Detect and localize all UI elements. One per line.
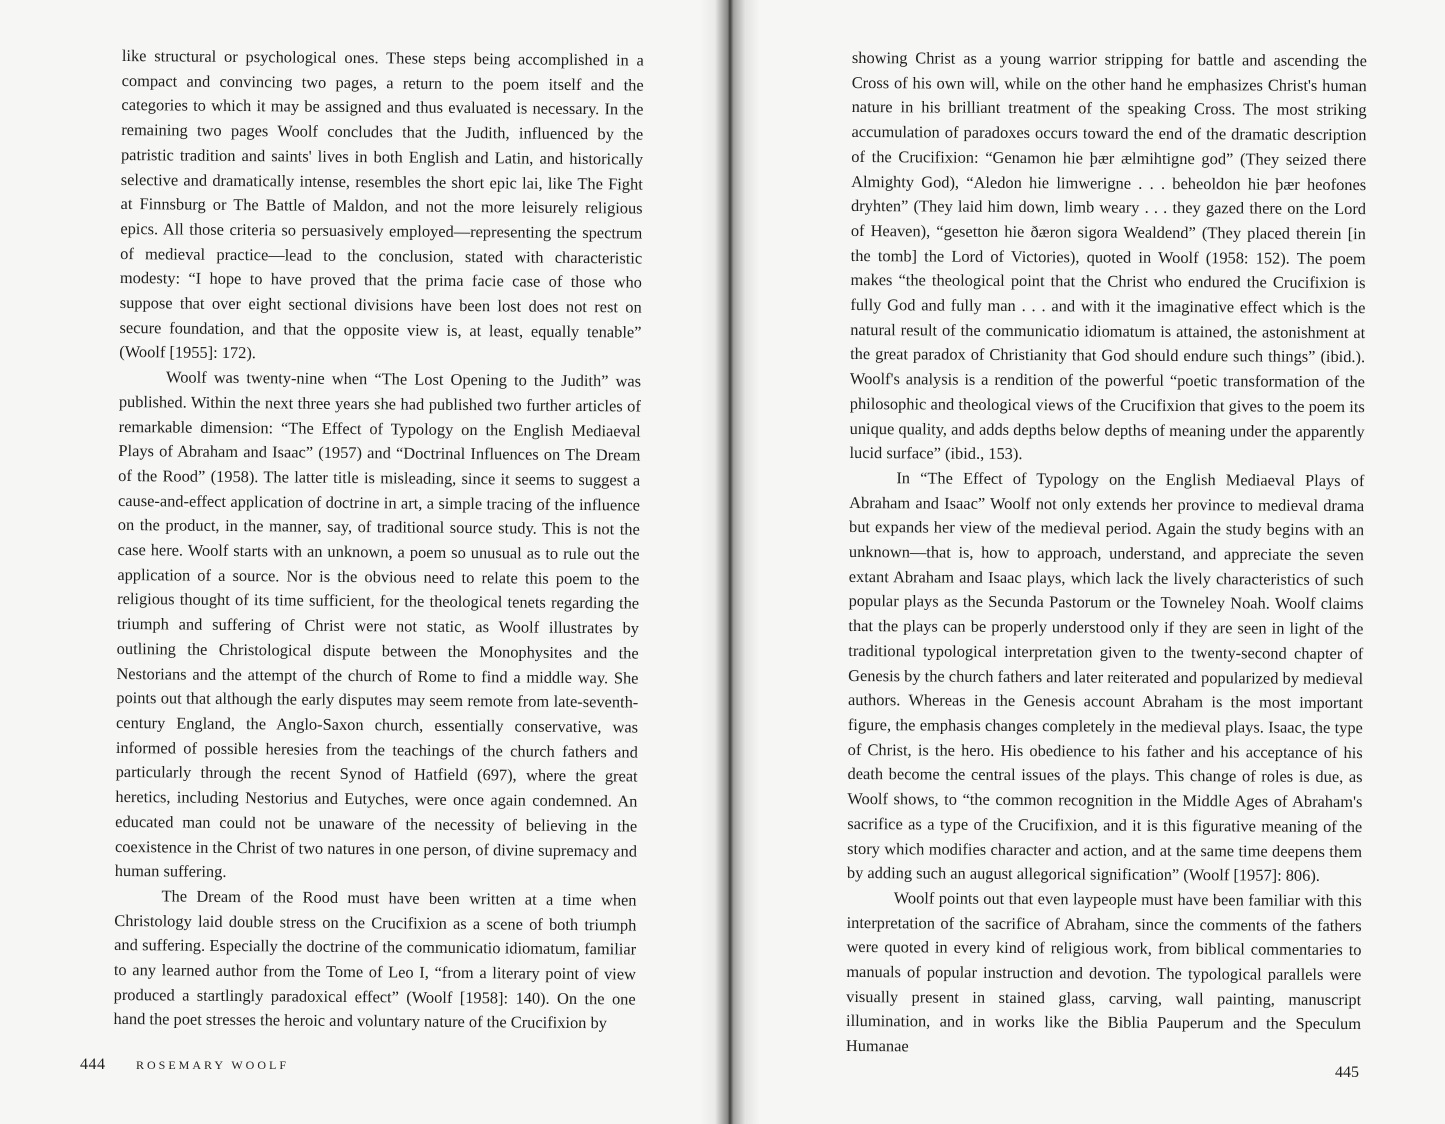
right-text-block — [846, 46, 1367, 1062]
left-page-footer — [80, 1056, 289, 1074]
running-head: ROSEMARY WOOLF — [136, 1058, 290, 1072]
right-page — [722, 0, 1445, 1124]
left-page — [0, 0, 722, 1124]
page-number: 444 — [80, 1056, 106, 1073]
paragraph: like structural or psychological ones. These steps being accomplished in a compact and convincing two pages, a return to the poem itself and the categories to which it may be assigned and thus evaluated is necessary. In the remaining two pages Woolf concludes that the Judith, influenced by the patristic tradition and saints' lives in both English and Latin, and historically selective and dramatically intense, resembles the short epic lai, like The Fight at Finnsburg or The Battle of Maldon, and not the more leisurely religious epics. All those criteria so persuasively employed—representing the spectrum of medieval practice—lead to the conclusion, stated with characteristic modesty: “I hope to have proved that the prima facie case of those who suppose that over eight sectional divisions have been lost does not rest on secure foundation, and that the opposite view is, at least, equally tenable” (Woolf [1955]: 172). — [119, 45, 644, 363]
right-page-footer — [1335, 1064, 1359, 1082]
left-text-block — [113, 44, 644, 1037]
paragraph: The Dream of the Rood must have been written at a time when Christology laid double stress on the Crucifixion as a scene of both triumph and suffering. Especially the doctrine of the communicatio idiomatum, familiar to any learned author from the Tome of Leo I, “from a literary point of view produced a startlingly paradoxical effect” (Woolf [1958]: 140). On the one hand the poet stresses the heroic and voluntary nature of the Crucifixion by — [113, 886, 637, 1033]
paragraph: In “The Effect of Typology on the English Mediaeval Plays of Abraham and Isaac” Woolf not only extends her province to medieval drama but expands her view of the medieval period. Again the study begins with an unknown—that is, how to approach, understand, and appreciate the seven extant Abraham and Isaac plays, which lack the lively characteristics of such popular plays as the Secunda Pastorum or the Towneley Noah. Woolf claims that the plays can be properly understood only if they are seen in light of the traditional typological interpretation given to the twenty-second chapter of Genesis by the church fathers and later reiterated and popularized by medieval authors. Whereas in the Genesis account Abraham is the most important figure, the emphasis changes completely in the medieval plays. Isaac, the type of Christ, is the hero. His obedience to his father and his acceptance of his death become the central issues of the plays. This change of roles is due, as Woolf shows, to “the common recognition in the Middle Ages of Abraham's sacrifice as a type of the Crucifixion, and it is this figurative meaning of the story which modifies character and action, and at the same time deepens them by adding such an august allegorical signification” (Woolf [1957]: 806). — [846, 468, 1365, 886]
paragraph: Woolf was twenty-nine when “The Lost Opening to the Judith” was published. Within the next three years she had published two further articles of remarkable dimension: “The Effect of Typology on the English Mediaeval Plays of Abraham and Isaac” (1957) and “Doctrinal Influences on The Dream of the Rood” (1958). The latter title is misleading, since it seems to suggest a cause-and-effect application of doctrine in art, a simple tracing of the influence on the product, in the manner, say, of traditional source study. This is not the case here. Woolf starts with an unknown, a poem so unusual as to rule out the application of a source. Nor is the obvious need to relate this poem to the religious thought of its time sufficient, for the theological tenets regarding the triumph and suffering of Christ were not static, as Woolf illustrates by outlining the Christological dispute between the Monophysites and the Nestorians and the attempt of the church of Rome to find a middle way. She points out that although the early disputes may seem remote from late-seventh-century England, the Anglo-Saxon church, essentially conservative, was informed of possible heresies from the teachings of the church fathers and particularly through the recent Synod of Hatfield (697), where the great heretics, including Nestorius and Eutyches, were once again condemned. An educated man could not be unaware of the necessity of believing in the coexistence in the Christ of two natures in one person, of divine supremacy and human suffering. — [114, 367, 642, 882]
paragraph: Woolf points out that even laypeople must have been familiar with this interpretation of the sacrifice of Abraham, since the comments of the fathers were quoted in every kind of religious work, from biblical commentaries to manuals of popular instruction and devotion. The typological parallels were visually present in stained glass, carving, wall painting, manuscript illumination, and in works like the Biblia Pauperum and the Speculum Humanae — [845, 888, 1362, 1056]
paragraph: showing Christ as a young warrior stripping for battle and ascending the Cross of his own will, while on the other hand he emphasizes Christ's human nature in his brilliant treatment of the speaking Cross. The most striking accumulation of paradoxes occurs toward the end of the dramatic description of the Crucifixion: “Genamon hie þær ælmihtigne god” (They seized there Almighty God), “Aledon hie limwerigne . . . beheoldon hie þær heofones dryhten” (They laid him down, limb weary . . . they gazed there on the Lord of Heaven), “gesetton hie ðæron sigora Wealdend” (They placed therein [in the tomb] the Lord of Victories), quoted in Woolf (1958: 152). The poem makes “the theological point that the Christ who endured the Crucifixion is fully God and fully man . . . and with it the imaginative effect which is the natural result of the communicatio idiomatum is attained, the astonishment at the great paradox of Christianity that God should endure such things” (ibid.). Woolf's analysis is a rendition of the powerful “poetic transformation of the philosophic and theological views of the Crucifixion that gives to the poem its unique quality, and adds depths below depths of meaning under the apparently lucid surface” (ibid., 153). — [849, 47, 1367, 464]
page-number: 445 — [1335, 1064, 1359, 1081]
